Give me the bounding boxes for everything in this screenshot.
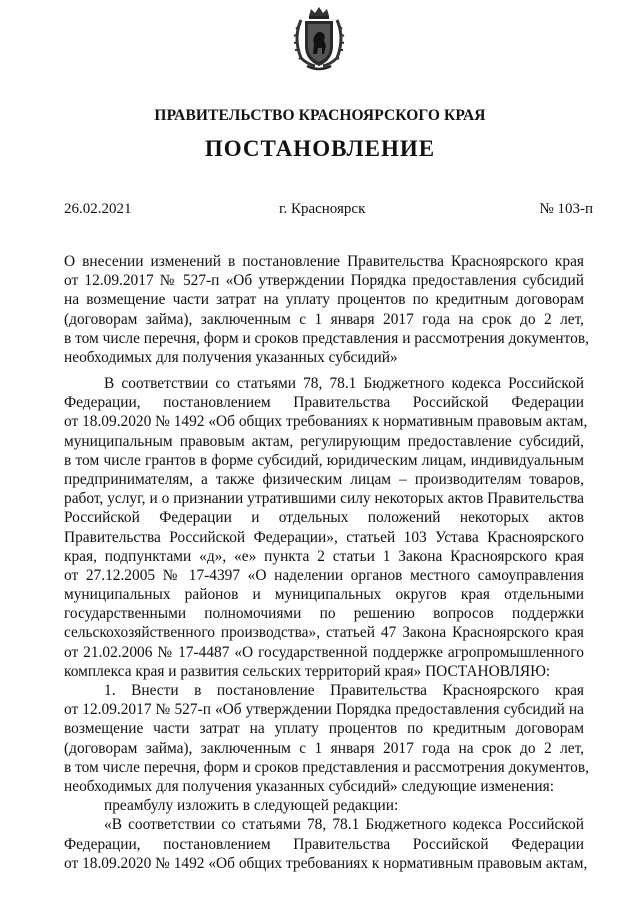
body-line: необходимых для получения указанных субсидий» следующие изменения: bbox=[64, 777, 554, 795]
body-line: муниципальных районов и муниципальных округов края отдельными bbox=[64, 586, 584, 604]
body-line: Федерации, постановлением Правительства Российской Федерации bbox=[64, 835, 584, 853]
body-line: Правительства Российской Федерации», статьей 103 Устава Красноярского bbox=[64, 528, 584, 546]
subject-line: в том числе перечня, форм и сроков представления и рассмотрения документов, bbox=[64, 329, 589, 347]
body-line: возмещение части затрат на уплату процентов по кредитным договорам bbox=[64, 720, 584, 738]
coat-of-arms-icon bbox=[291, 6, 347, 72]
body-line: работ, услуг, и о признании утратившими силу некоторых актов Правительства bbox=[64, 490, 584, 508]
document-subject bbox=[64, 252, 589, 367]
document-meta-row bbox=[64, 201, 593, 221]
body-line: от 27.12.2005 № 17-4397 «О наделении органов местного самоуправления bbox=[64, 566, 584, 584]
body-line: муниципальным правовым актам, регулирующим предоставление субсидий, bbox=[64, 432, 584, 450]
body-line: края, подпунктами «д», «е» пункта 2 статьи 1 Закона Красноярского края bbox=[64, 547, 584, 565]
subject-line: от 12.09.2017 № 527-п «Об утверждении Порядка предоставления субсидий bbox=[64, 272, 584, 290]
body-line: «В соответствии со статьями 78, 78.1 Бюджетного кодекса Российской bbox=[104, 816, 584, 834]
body-line: комплекса края и развития сельских территорий края» ПОСТАНОВЛЯЮ: bbox=[64, 662, 551, 680]
body-line: Федерации, постановлением Правительства Российской Федерации bbox=[64, 394, 584, 412]
body-line: 1. Внести в постановление Правительства Красноярского края bbox=[104, 682, 584, 699]
body-line: предпринимателям, а также физическим лицам – производителям товаров, bbox=[64, 470, 584, 488]
subject-line: (договорам займа), заключенным с 1 января 2017 года на срок до 2 лет, bbox=[64, 310, 584, 328]
government-title: ПРАВИТЕЛЬСТВО КРАСНОЯРСКОГО КРАЯ bbox=[154, 107, 486, 124]
body-line: Российской Федерации и отдельных положений некоторых актов bbox=[64, 509, 584, 527]
body-line: от 12.09.2017 № 527-п «Об утверждении Порядка предоставления субсидий на bbox=[64, 701, 584, 719]
subject-line: на возмещение части затрат на уплату процентов по кредитным договорам bbox=[64, 291, 584, 309]
document-type: ПОСТАНОВЛЕНИЕ bbox=[204, 136, 436, 161]
subject-line: О внесении изменений в постановление Правительства Красноярского края bbox=[64, 253, 584, 270]
document-number: № 103-п bbox=[539, 201, 593, 217]
body-line: преамбулу изложить в следующей редакции: bbox=[104, 797, 399, 815]
body-line: сельскохозяйственного производства», статьей 47 Закона Красноярского края bbox=[64, 624, 584, 642]
body-line: от 18.09.2020 № 1492 «Об общих требованиях к нормативным правовым актам, bbox=[64, 413, 588, 431]
document-date: 26.02.2021 bbox=[64, 201, 132, 217]
document-body bbox=[64, 374, 589, 873]
body-line: от 21.02.2006 № 17-4487 «О государственной поддержке агропромышленного bbox=[64, 643, 584, 661]
body-line: от 18.09.2020 № 1492 «Об общих требованиях к нормативным правовым актам, bbox=[64, 854, 588, 872]
body-line: в том числе перечня, форм и сроков представления и рассмотрения документов, bbox=[64, 758, 589, 776]
subject-line: необходимых для получения указанных субсидий» bbox=[64, 348, 398, 366]
body-line: государственными полномочиями по решению вопросов поддержки bbox=[64, 605, 584, 623]
document-city: г. Красноярск bbox=[279, 201, 366, 217]
body-line: в том числе грантов в форме субсидий, юридическим лицам, индивидуальным bbox=[64, 451, 584, 469]
body-line: (договорам займа), заключенным с 1 января 2017 года на срок до 2 лет, bbox=[64, 739, 584, 757]
body-line: В соответствии со статьями 78, 78.1 Бюджетного кодекса Российской bbox=[104, 375, 584, 392]
